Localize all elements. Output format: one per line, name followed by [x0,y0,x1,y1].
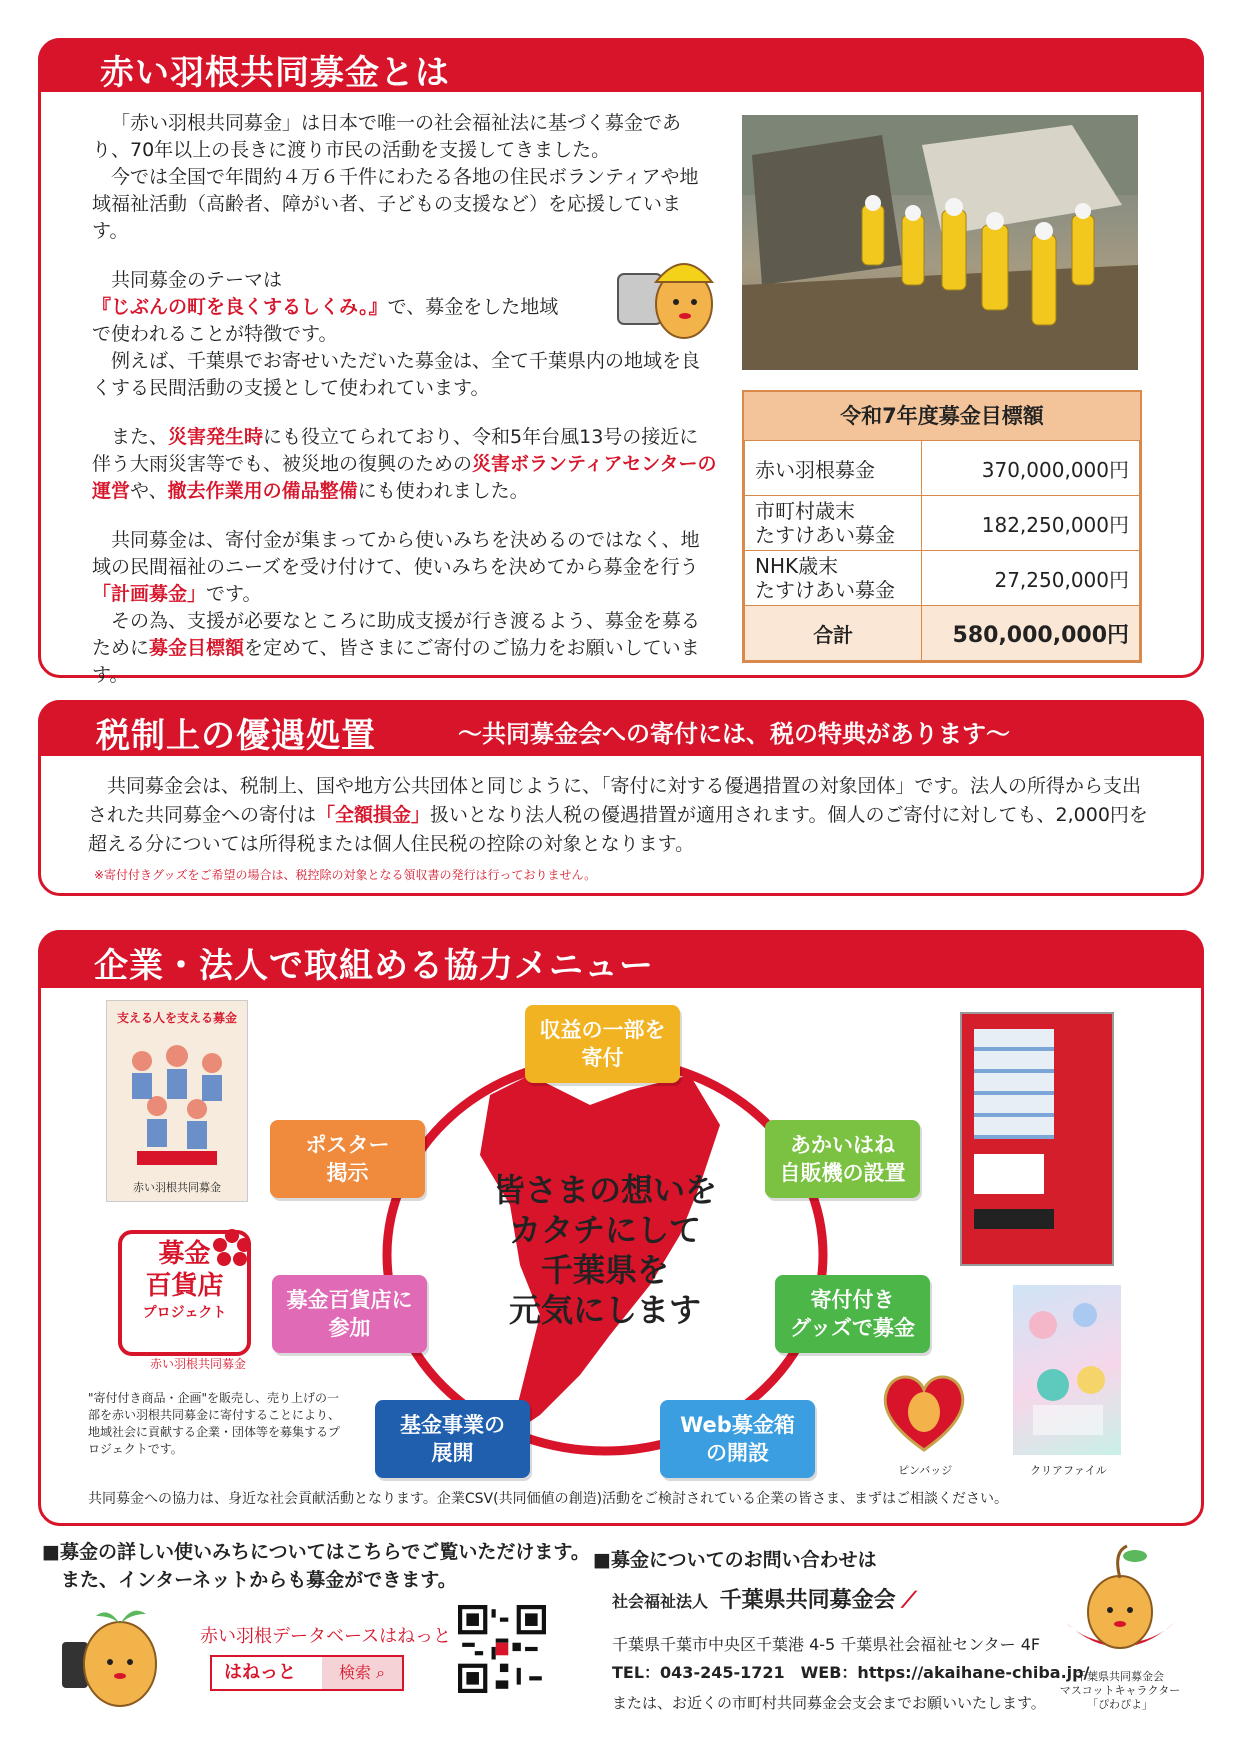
about-p2: 今では全国で年間約４万６千件にわたる各地の住民ボランティアや地域福祉活動（高齢者、障がい者、子どもの支援など）を応援しています。 [92,166,699,242]
menu-charity-goods: 寄付付き グッズで募金 [775,1275,930,1353]
goal-value: 27,250,000円 [922,551,1140,606]
goal-label: 市町村歳末 たすけあい募金 [745,496,922,551]
section-menu-header [38,930,1204,988]
department-store-project-logo: 募金 百貨店 プロジェクト [118,1230,251,1356]
menu-department-store: 募金百貨店に 参加 [272,1275,427,1353]
org-name: 千葉県共同募金会 [719,1588,896,1613]
contact-tel-web[interactable]: TEL：043-245-1721 WEB：https://akaihane-chiba.jp/ [612,1663,1090,1682]
contact-title: ■募金についてのお問い合わせは [593,1549,877,1571]
vending-machine-photo [960,1012,1114,1266]
goal-total-label: 合計 [745,606,922,661]
phone-mascot-illustration [58,1602,168,1712]
menu-web-donation-box: Web募金箱 の開設 [660,1400,815,1478]
section-menu-title: 企業・法人で取組める協力メニュー [94,946,654,986]
tax-note: ※寄付付きグッズをご希望の場合は、税控除の対象となる領収書の発行は行っておりません。 [94,868,597,882]
section-tax-subtitle: ～共同募金会への寄付には、税の特典があります～ [458,720,1010,748]
about-p1: 「赤い羽根共同募金」は日本で唯一の社会福祉法に基づく募金であり、70年以上の長きに渡り市民の活動を支援してきました。 [92,112,682,161]
goal-value: 370,000,000円 [922,441,1140,496]
menu-poster: ポスター 掲示 [270,1120,425,1198]
helmet-mascot-illustration [612,232,722,347]
org-name-line [612,1583,917,1614]
section-tax-title: 税制上の優遇処置 [96,716,376,756]
section-about-title: 赤い羽根共同募金とは [100,53,450,93]
contact-address: 千葉県千葉市中央区千葉港 4-5 千葉県社会福祉センター 4F [612,1635,1041,1654]
about-p7: その為、支援が必要なところに助成支援が行き渡るよう、募金を募るために募金目標額を定めて、皆さまにご寄付のご協力をお願いしています。 [92,610,701,686]
piwapiyo-mascot [1055,1542,1185,1667]
org-prefix: 社会福祉法人 [612,1592,709,1611]
menu-donate-profits: 収益の一部を 寄付 [525,1005,680,1083]
project-org: 赤い羽根共同募金 [150,1357,247,1371]
disaster-volunteer-photo [742,115,1138,370]
qr-code[interactable] [458,1605,546,1693]
feather-icon: ⟋ [901,1588,917,1613]
table-row [745,441,1140,496]
goal-value: 182,250,000円 [922,496,1140,551]
pin-badge-image [878,1370,970,1454]
about-text [92,110,717,689]
goal-table-rows [744,440,1140,661]
goal-total-value: 580,000,000円 [922,606,1140,661]
about-p6: 共同募金は、寄付金が集まってから使いみちを決めるのではなく、地域の民間福祉のニーズを受け付けて、使いみちを決めてから募金を行う「計画募金」です。 [92,529,700,605]
goal-label: NHK歳末 たすけあい募金 [745,551,922,606]
section-menu-footer-note: 共同募金への協力は、身近な社会貢献活動となります。企業CSV(共同価値の創造)活動をご検討されている企業の皆さま、まずはご相談ください。 [88,1491,1009,1507]
pin-badge-caption: ピンバッジ [898,1464,953,1477]
goal-label: 赤い羽根募金 [745,441,922,496]
clear-file-image [1013,1285,1121,1455]
goal-table-header: 令和7年度募金目標額 [744,392,1140,440]
database-label: 赤い羽根データベースはねっと [200,1626,452,1647]
menu-vending-machine: あかいはね 自販機の設置 [765,1120,920,1198]
tax-text: 共同募金会は、税制上、国や地方公共団体と同じように、「寄付に対する優遇措置の対象団体」です。法人の所得から支出された共同募金への寄付は「全額損金」扱いとなり法人税の優遇措置が適用されます。個人のご寄付に対しても、2,000円を超える分については所得税または個人住民税の控除の対象となります。 [88,775,1148,855]
contact-or-text: または、お近くの市町村共同募金会支会までお願いいたします。 [612,1694,1046,1712]
menu-fund-project: 基金事業の 展開 [375,1400,530,1478]
flower-icon [212,1228,252,1268]
table-row [745,496,1140,551]
table-row [745,606,1140,661]
poster-image [106,1000,248,1202]
about-p4: 例えば、千葉県でお寄せいただいた募金は、全て千葉県内の地域を良くする民間活動の支援として使われています。 [92,350,701,399]
about-p5: また、災害発生時にも役立てられており、令和5年台風13号の接近に伴う大雨災害等でも、被災地の復興のための災害ボランティアセンターの運営や、撤去作業用の備品整備にも使われました。 [92,426,717,502]
poster-caption: 赤い羽根共同募金 [133,1181,221,1194]
project-description: "寄付付き商品・企画"を販売し、売り上げの一部を赤い羽根共同募金に寄付することにより、地域社会に貢献する企業・団体等を募集するプロジェクトです。 [88,1391,341,1456]
section-about-header [38,38,1204,92]
poster-heading: 支える人を支える募金 [116,1011,237,1025]
search-button[interactable]: 検索 ⌕ [322,1657,402,1689]
goal-table [742,390,1142,663]
center-message: 皆さまの想いを カタチにして 千葉県を 元気にします [492,1171,717,1329]
section-tax-header [38,700,1204,756]
about-p3: 共同募金のテーマは『じぶんの町を良くするしくみ。』で、募金をした地域で使われることが特徴です。 [92,269,559,345]
table-row [745,551,1140,606]
search-input[interactable]: はねっと [212,1657,322,1689]
clear-file-caption: クリアファイル [1030,1464,1107,1477]
search-box[interactable] [210,1655,404,1691]
search-icon: ⌕ [370,1663,386,1682]
usage-info-title: ■募金の詳しい使いみちについてはこちらでご覧いただけます。 また、インターネットからも募金ができます。 [42,1541,590,1591]
mascot-caption: 千葉県共同募金会 マスコットキャラクター 「ぴわぴよ」 [1059,1670,1181,1711]
